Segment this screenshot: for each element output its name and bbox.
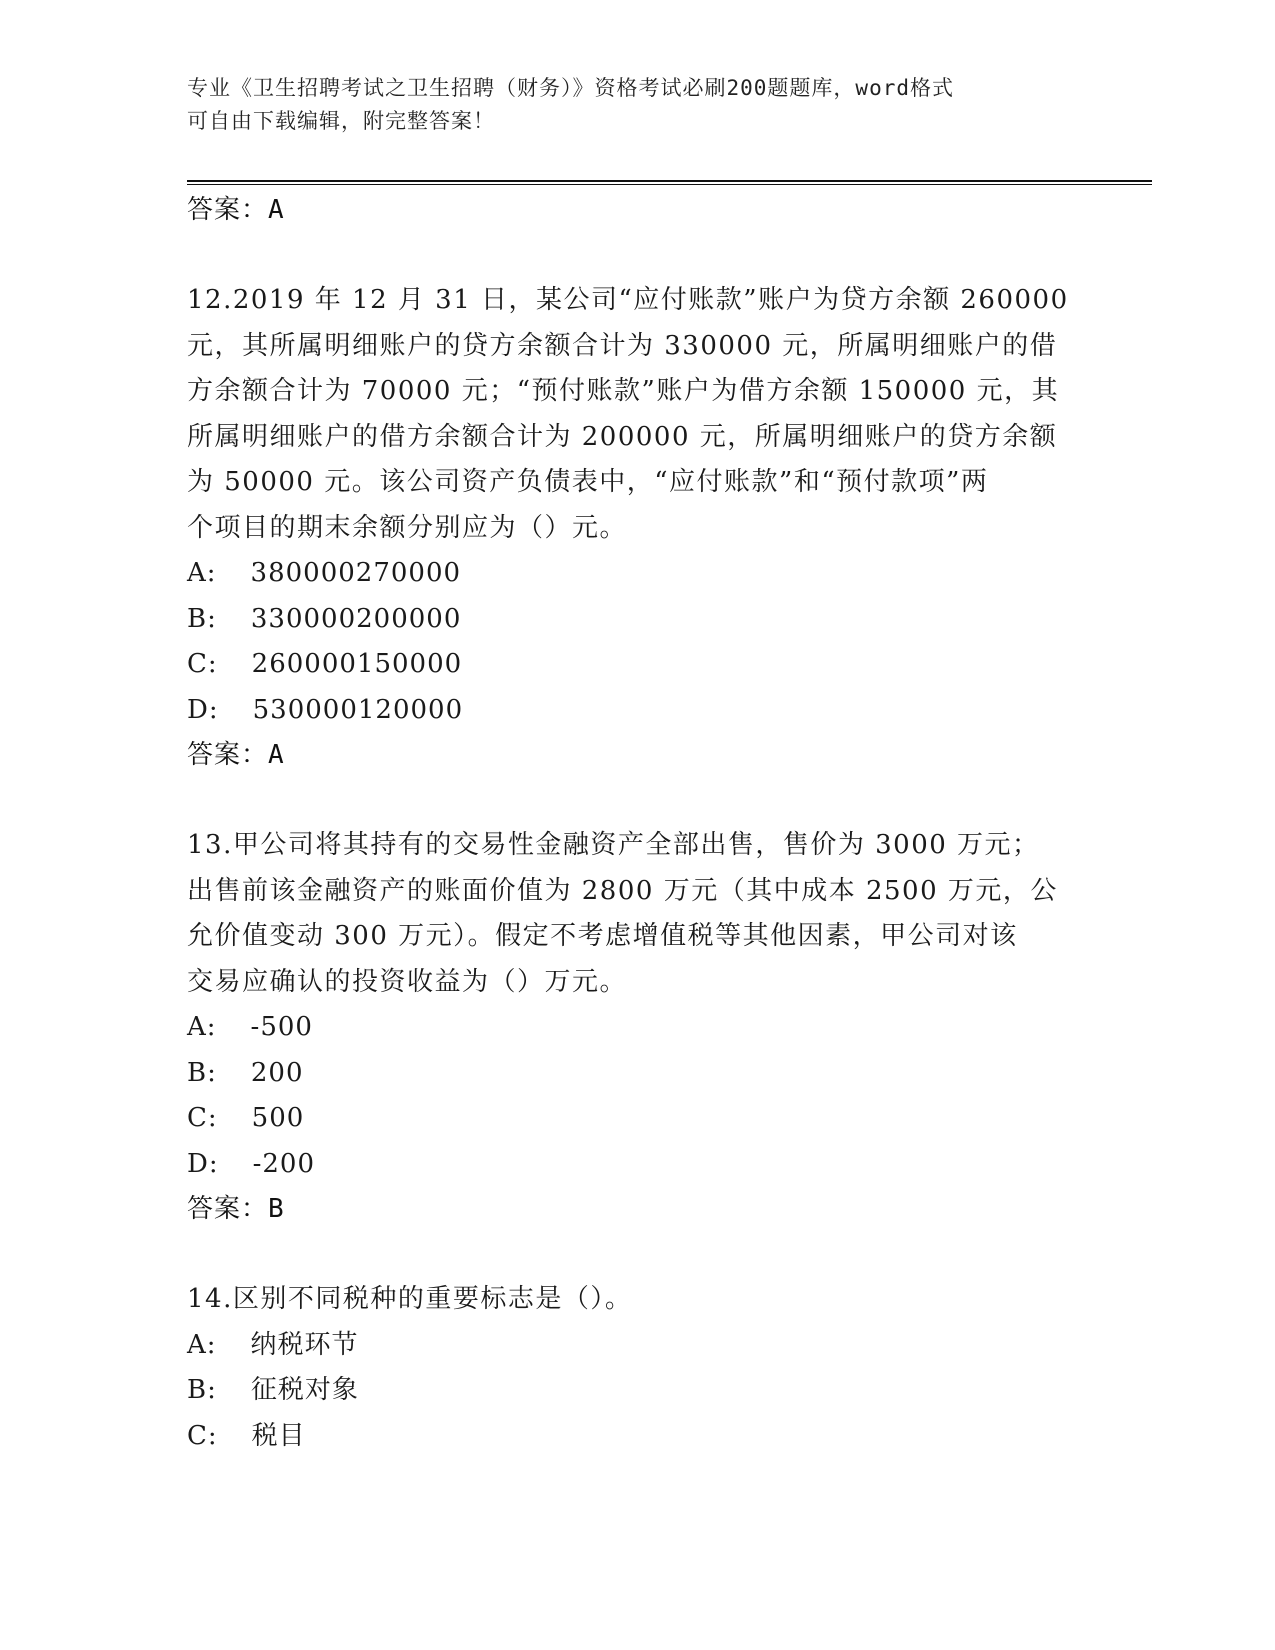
option-letter: A:: [187, 1012, 217, 1042]
stem-line: 13.甲公司将其持有的交易性金融资产全部出售，售价为 3000 万元；: [187, 830, 1040, 860]
option-b: [187, 1368, 1077, 1414]
option-a: [187, 1323, 1077, 1369]
answer-line: 答案：A: [187, 195, 285, 225]
option-text: 税目: [251, 1420, 306, 1451]
option-text: 530000120000: [252, 694, 464, 725]
question-14: [187, 1277, 1077, 1459]
option-c: [187, 1096, 1077, 1142]
option-letter: D:: [187, 1148, 219, 1179]
stem-line: 个项目的期末余额分别应为（）元。: [187, 512, 628, 543]
option-text: 征税对象: [250, 1375, 359, 1405]
option-d: [187, 1142, 1077, 1188]
header-divider: [187, 180, 1152, 182]
option-letter: C:: [187, 1420, 218, 1451]
document-header: [187, 72, 1067, 138]
stem-line: 出售前该金融资产的账面价值为 2800 万元（其中成本 2500 万元，公: [187, 875, 1058, 906]
option-letter: D:: [187, 694, 219, 725]
option-letter: B:: [187, 1375, 217, 1405]
stem-line: 方余额合计为 70000 元；“预付账款”账户为借方余额 150000 元，其: [187, 376, 1060, 406]
option-text: -500: [250, 1012, 313, 1042]
option-b: [187, 597, 1077, 643]
option-text: 260000150000: [251, 649, 463, 679]
stem-line: 交易应确认的投资收益为（）万元。: [187, 966, 628, 997]
option-text: 200: [250, 1057, 304, 1088]
header-divider-thin: [187, 184, 1152, 185]
option-letter: C:: [187, 649, 218, 679]
option-c: [187, 1414, 1077, 1460]
option-text: 纳税环节: [250, 1329, 359, 1360]
option-a: [187, 551, 1077, 597]
stem-line: 所属明细账户的借方余额合计为 200000 元，所属明细账户的贷方余额: [187, 421, 1058, 452]
option-d: [187, 688, 1077, 734]
option-letter: B:: [187, 1057, 217, 1088]
question-stem: [187, 1277, 1077, 1323]
stem-line: 为 50000 元。该公司资产负债表中，“应付账款”和“预付款项”两: [187, 467, 989, 497]
question-13: [187, 823, 1077, 1232]
option-a: [187, 1005, 1077, 1051]
option-text: 380000270000: [250, 558, 462, 588]
question-stem: [187, 823, 1077, 1005]
stem-line: 14.区别不同税种的重要标志是（）。: [187, 1284, 633, 1314]
option-letter: A:: [187, 1329, 217, 1360]
header-line-1: 专业《卫生招聘考试之卫生招聘（财务）》资格考试必刷200题题库，word格式: [187, 76, 954, 100]
option-c: [187, 642, 1077, 688]
header-line-2: 可自由下载编辑，附完整答案！: [187, 109, 495, 133]
option-text: 500: [251, 1103, 305, 1133]
document-body: [187, 188, 1077, 1459]
question-stem: [187, 278, 1077, 551]
answer-line: 答案：B: [187, 1194, 285, 1224]
option-text: 330000200000: [250, 603, 462, 634]
option-text: -200: [252, 1148, 316, 1179]
option-letter: C:: [187, 1103, 218, 1133]
option-letter: B:: [187, 603, 217, 634]
question-12: [187, 278, 1077, 778]
stem-line: 12.2019 年 12 月 31 日，某公司“应付账款”账户为贷方余额 260000: [187, 285, 1069, 315]
option-b: [187, 1051, 1077, 1097]
option-letter: A:: [187, 558, 217, 588]
stem-line: 允价值变动 300 万元）。假定不考虑增值税等其他因素，甲公司对该: [187, 921, 1018, 951]
stem-line: 元，其所属明细账户的贷方余额合计为 330000 元，所属明细账户的借: [187, 330, 1058, 361]
answer-line: 答案：A: [187, 740, 285, 770]
